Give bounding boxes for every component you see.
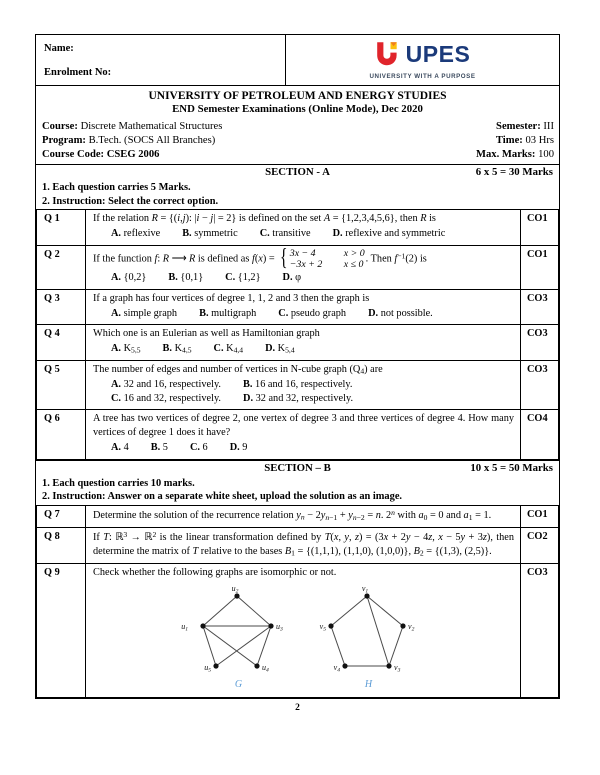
option-text: 4 bbox=[123, 442, 129, 454]
course-outcome-tag: CO2 bbox=[521, 527, 559, 563]
graph-vertex bbox=[200, 623, 205, 628]
option-line bbox=[111, 227, 514, 241]
section-b-marks: 10 x 5 = 50 Marks bbox=[470, 461, 553, 474]
option-letter: B. bbox=[162, 343, 172, 355]
course-outcome-tag: CO4 bbox=[521, 410, 559, 459]
question-row bbox=[37, 245, 559, 289]
option-text: simple graph bbox=[123, 307, 178, 319]
graph-label: H bbox=[364, 678, 373, 690]
answer-option[interactable] bbox=[278, 307, 346, 321]
option-letter: D. bbox=[368, 307, 379, 319]
option-letter: C. bbox=[278, 307, 289, 319]
graph-edge bbox=[389, 626, 403, 666]
graph-drawing bbox=[180, 583, 293, 680]
question-body bbox=[86, 289, 521, 325]
option-letter: A. bbox=[111, 442, 122, 454]
question-body bbox=[86, 410, 521, 459]
graph-vertex bbox=[328, 623, 333, 628]
page-number: 2 bbox=[35, 698, 560, 713]
title-block bbox=[36, 85, 559, 118]
question-body bbox=[86, 361, 521, 410]
question-row bbox=[37, 527, 559, 563]
option-text: reflexive and symmetric bbox=[345, 227, 446, 239]
option-letter: B. bbox=[243, 378, 253, 390]
option-text: 32 and 16, respectively. bbox=[123, 378, 222, 390]
option-letter: B. bbox=[199, 307, 209, 319]
identity-fields bbox=[36, 35, 286, 85]
section-b-title: SECTION – B bbox=[264, 461, 331, 474]
answer-option[interactable] bbox=[225, 271, 260, 285]
question-stem: If T: ℝ$^3$ → ℝ$^2$ is the linear transformation defined by T(x, y, z) = (3x + 2y − 4z, x − 5y + 3z), then determine the matrix of T relative to the bases $B_1 = \{(1,1,1)$, (1,1,0), (1,0,0)}, $B_2 = \{(1,3)$, (2,5)}. bbox=[93, 529, 515, 558]
answer-options bbox=[93, 227, 514, 241]
option-letter: D. bbox=[332, 227, 343, 239]
graph-vertex-label: $v_1$ bbox=[361, 583, 368, 595]
question-stem: Determine the solution of the recurrence relation $y_n - 2y_{n-1} + y_{n-2} = n$. 2$^n$ with $a_0 = 0$ and $a_1 = 1$. bbox=[93, 507, 492, 522]
option-letter: A. bbox=[111, 307, 122, 319]
option-letter: C. bbox=[189, 442, 200, 454]
question-row bbox=[37, 210, 559, 246]
question-body bbox=[86, 505, 521, 527]
question-row bbox=[37, 325, 559, 361]
option-text: not possible. bbox=[380, 307, 433, 319]
answer-option[interactable] bbox=[111, 307, 177, 321]
graph-vertex bbox=[342, 663, 347, 668]
course-value: Discrete Mathematical Structures bbox=[80, 120, 223, 132]
course-outcome-tag: CO1 bbox=[521, 245, 559, 289]
option-letter: D. bbox=[229, 442, 240, 454]
option-letter: D. bbox=[282, 271, 293, 283]
option-text: 16 and 32, respectively. bbox=[123, 392, 222, 404]
option-letter: B. bbox=[168, 271, 178, 283]
time-label: Time: bbox=[495, 134, 523, 146]
course-outcome-tag: CO3 bbox=[521, 325, 559, 361]
section-b-instruction-1: 1. Each question carries 10 marks. bbox=[42, 477, 195, 489]
option-text: 32 and 32, respectively. bbox=[255, 392, 354, 404]
section-b-instructions bbox=[36, 477, 559, 505]
option-letter: D. bbox=[265, 343, 276, 355]
option-letter: A. bbox=[111, 271, 122, 283]
answer-option[interactable] bbox=[111, 227, 160, 241]
university-name: UNIVERSITY OF PETROLEUM AND ENERGY STUDIES bbox=[148, 90, 447, 103]
question-row bbox=[37, 563, 559, 697]
question-row bbox=[37, 410, 559, 459]
course-field bbox=[42, 120, 222, 134]
graph-edge bbox=[367, 596, 389, 666]
semester-label: Semester: bbox=[496, 120, 541, 132]
option-letter: C. bbox=[111, 392, 122, 404]
enrolment-label: Enrolment No: bbox=[44, 67, 112, 79]
graph-vertex bbox=[400, 623, 405, 628]
option-text: multigraph bbox=[211, 307, 257, 319]
graph-vertex-label: $u_5$ bbox=[203, 662, 211, 674]
semester-field bbox=[496, 120, 554, 134]
question-stem: Check whether the following graphs are isomorphic or not. bbox=[93, 566, 337, 578]
graph-vertex bbox=[386, 663, 391, 668]
graph-g bbox=[180, 583, 293, 691]
name-label: Name: bbox=[44, 43, 74, 54]
meta-row-code bbox=[42, 148, 554, 162]
program-label: Program: bbox=[42, 134, 86, 146]
answer-option[interactable] bbox=[199, 307, 256, 321]
answer-options bbox=[93, 342, 514, 356]
option-text: 6 bbox=[202, 442, 208, 454]
upes-tagline: UNIVERSITY WITH A PURPOSE bbox=[369, 73, 476, 81]
answer-options bbox=[93, 307, 514, 321]
option-text: $K_{4,4}$ bbox=[226, 343, 244, 355]
section-a-instructions bbox=[36, 181, 559, 209]
option-text: 9 bbox=[242, 442, 248, 454]
question-stem: If the function f: R ⟶ R is defined as f(x) = { 3x − 4 x > 0 −3x + 2 x ≤ 0 . Then $f^{-1}(2)$ is bbox=[93, 245, 427, 271]
section-a-questions bbox=[36, 209, 559, 460]
exam-sheet bbox=[35, 34, 560, 698]
option-letter: C. bbox=[259, 227, 270, 239]
program-field bbox=[42, 134, 215, 148]
option-letter: C. bbox=[225, 271, 236, 283]
question-number: Q 6 bbox=[37, 410, 86, 459]
question-row bbox=[37, 505, 559, 527]
option-letter: A. bbox=[111, 378, 122, 390]
logo-block bbox=[286, 35, 559, 85]
answer-option[interactable] bbox=[243, 392, 353, 406]
answer-option[interactable] bbox=[111, 392, 221, 406]
answer-option[interactable] bbox=[163, 342, 192, 356]
option-line bbox=[111, 307, 514, 321]
graph-label: G bbox=[234, 678, 243, 690]
course-code-label: Course Code: bbox=[42, 149, 105, 161]
option-text: $K_{5,4}$ bbox=[277, 343, 295, 355]
course-label: Course: bbox=[42, 120, 78, 132]
graph-vertex-label: $v_4$ bbox=[333, 662, 340, 674]
upes-wordmark: UPES bbox=[405, 40, 471, 67]
graph-vertex bbox=[254, 663, 259, 668]
meta-row-program bbox=[42, 134, 554, 148]
option-text: pseudo graph bbox=[290, 307, 347, 319]
option-text: φ bbox=[295, 271, 302, 283]
answer-option[interactable] bbox=[151, 441, 168, 455]
option-line bbox=[111, 271, 514, 285]
option-letter: B. bbox=[150, 442, 161, 454]
semester-value: III bbox=[543, 120, 554, 132]
graph-edge bbox=[216, 626, 271, 666]
question-row bbox=[37, 361, 559, 410]
question-body bbox=[86, 245, 521, 289]
exam-meta bbox=[36, 118, 559, 164]
graph-edge bbox=[331, 596, 367, 626]
option-line bbox=[111, 378, 514, 392]
option-line bbox=[111, 392, 514, 406]
graph-edge bbox=[203, 626, 257, 666]
question-number: Q 5 bbox=[37, 361, 86, 410]
question-body bbox=[86, 563, 521, 697]
answer-option[interactable] bbox=[243, 378, 352, 392]
option-letter: A. bbox=[111, 343, 122, 355]
option-text: 5 bbox=[162, 442, 168, 454]
option-text: reflexive bbox=[123, 227, 161, 239]
graph-edge bbox=[237, 596, 271, 626]
answer-option[interactable] bbox=[182, 227, 238, 241]
upes-mark-icon bbox=[375, 41, 399, 67]
question-body bbox=[86, 325, 521, 361]
isomorphism-graphs bbox=[93, 580, 514, 693]
graph-vertex-label: $v_2$ bbox=[407, 621, 414, 633]
course-outcome-tag: CO1 bbox=[521, 210, 559, 246]
option-text: $K_{5,5}$ bbox=[123, 343, 141, 355]
answer-option[interactable] bbox=[230, 441, 248, 455]
section-a-bar bbox=[36, 164, 559, 181]
graph-edge bbox=[203, 596, 237, 626]
option-text: transitive bbox=[272, 227, 311, 239]
option-letter: D. bbox=[243, 392, 254, 404]
answer-option[interactable] bbox=[368, 307, 433, 321]
question-number: Q 1 bbox=[37, 210, 86, 246]
course-outcome-tag: CO3 bbox=[521, 563, 559, 697]
answer-option[interactable] bbox=[333, 227, 446, 241]
section-a-title: SECTION - A bbox=[265, 166, 330, 179]
question-row bbox=[37, 289, 559, 325]
course-outcome-tag: CO1 bbox=[521, 505, 559, 527]
answer-options bbox=[93, 441, 514, 455]
question-stem: Which one is an Eulerian as well as Hamiltonian graph bbox=[93, 328, 320, 340]
answer-option[interactable] bbox=[265, 342, 295, 356]
section-a-instruction-1: 1. Each question carries 5 Marks. bbox=[42, 182, 191, 194]
time-field bbox=[496, 134, 554, 148]
answer-option[interactable] bbox=[168, 271, 203, 285]
question-number: Q 4 bbox=[37, 325, 86, 361]
course-outcome-tag: CO3 bbox=[521, 289, 559, 325]
option-text: symmetric bbox=[194, 227, 238, 239]
exam-line: END Semester Examinations (Online Mode), Dec 2020 bbox=[172, 103, 423, 116]
course-outcome-tag: CO3 bbox=[521, 361, 559, 410]
question-number: Q 7 bbox=[37, 505, 86, 527]
graph-vertex-label: $v_3$ bbox=[393, 662, 400, 674]
program-value: B.Tech. (SOCS All Branches) bbox=[88, 134, 216, 146]
answer-option[interactable] bbox=[111, 441, 129, 455]
option-line bbox=[111, 441, 514, 455]
option-text: {0,2} bbox=[123, 271, 147, 283]
graph-vertex bbox=[213, 663, 218, 668]
answer-option[interactable] bbox=[111, 271, 146, 285]
answer-option[interactable] bbox=[283, 271, 302, 285]
question-number: Q 8 bbox=[37, 527, 86, 563]
option-text: $K_{4,5}$ bbox=[174, 343, 192, 355]
question-number: Q 9 bbox=[37, 563, 86, 697]
graph-vertex-label: $u_4$ bbox=[261, 662, 269, 674]
upes-logo bbox=[375, 41, 471, 67]
section-b-instruction-2: 2. Instruction: Answer on a separate white sheet, upload the solution as an image. bbox=[42, 491, 403, 503]
answer-option[interactable] bbox=[111, 378, 221, 392]
course-code-field bbox=[42, 148, 159, 162]
question-number: Q 3 bbox=[37, 289, 86, 325]
question-number: Q 2 bbox=[37, 245, 86, 289]
answer-option[interactable] bbox=[111, 342, 141, 356]
section-a-marks: 6 x 5 = 30 Marks bbox=[475, 166, 553, 179]
graph-vertex-label: $v_5$ bbox=[319, 621, 326, 633]
graph-drawing bbox=[315, 584, 423, 680]
question-stem: If the relation R = {(i,j): |i − j| = 2} is defined on the set A = {1,2,3,4,5,6}, then R is bbox=[93, 213, 436, 225]
graph-vertex-label: $u_3$ bbox=[275, 621, 283, 633]
graph-edge bbox=[367, 596, 403, 626]
answer-option[interactable] bbox=[260, 227, 311, 241]
answer-options bbox=[93, 378, 514, 406]
answer-options bbox=[93, 271, 514, 285]
max-marks-value: 100 bbox=[538, 149, 554, 161]
question-stem: A tree has two vertices of degree 2, one vertex of degree 3 and three vertices of degree 4. How many vertices of degree 1 does it have? bbox=[93, 413, 514, 439]
meta-row-course bbox=[42, 120, 554, 134]
option-text: {1,2} bbox=[237, 271, 261, 283]
max-marks-field bbox=[476, 148, 554, 162]
graph-edge bbox=[257, 626, 271, 666]
answer-option[interactable] bbox=[190, 441, 208, 455]
graph-vertex-label: $u_1$ bbox=[180, 621, 188, 633]
answer-option[interactable] bbox=[214, 342, 244, 356]
time-value: 03 Hrs bbox=[525, 134, 554, 146]
max-marks-label: Max. Marks: bbox=[476, 149, 536, 161]
identity-row bbox=[36, 35, 559, 85]
question-body bbox=[86, 210, 521, 246]
option-letter: C. bbox=[213, 343, 224, 355]
question-stem: If a graph has four vertices of degree 1, 1, 2 and 3 then the graph is bbox=[93, 292, 370, 304]
section-a-instruction-2: 2. Instruction: Select the correct option. bbox=[42, 195, 219, 207]
option-line bbox=[111, 342, 514, 356]
question-body bbox=[86, 527, 521, 563]
option-text: {0,1} bbox=[180, 271, 204, 283]
graph-vertex-label: $u_2$ bbox=[231, 583, 238, 595]
graph-h bbox=[315, 584, 423, 691]
section-b-bar bbox=[36, 460, 559, 477]
option-letter: B. bbox=[182, 227, 192, 239]
graph-edge bbox=[331, 626, 345, 666]
graph-edge bbox=[203, 626, 216, 666]
option-text: 16 and 16, respectively. bbox=[255, 378, 353, 390]
option-letter: A. bbox=[111, 227, 122, 239]
course-code-value: CSEG 2006 bbox=[106, 149, 160, 161]
question-stem: The number of edges and number of vertices in N-cube graph $(Q_4)$ are bbox=[93, 364, 383, 376]
section-b-questions bbox=[36, 505, 559, 698]
graph-vertex bbox=[268, 623, 273, 628]
